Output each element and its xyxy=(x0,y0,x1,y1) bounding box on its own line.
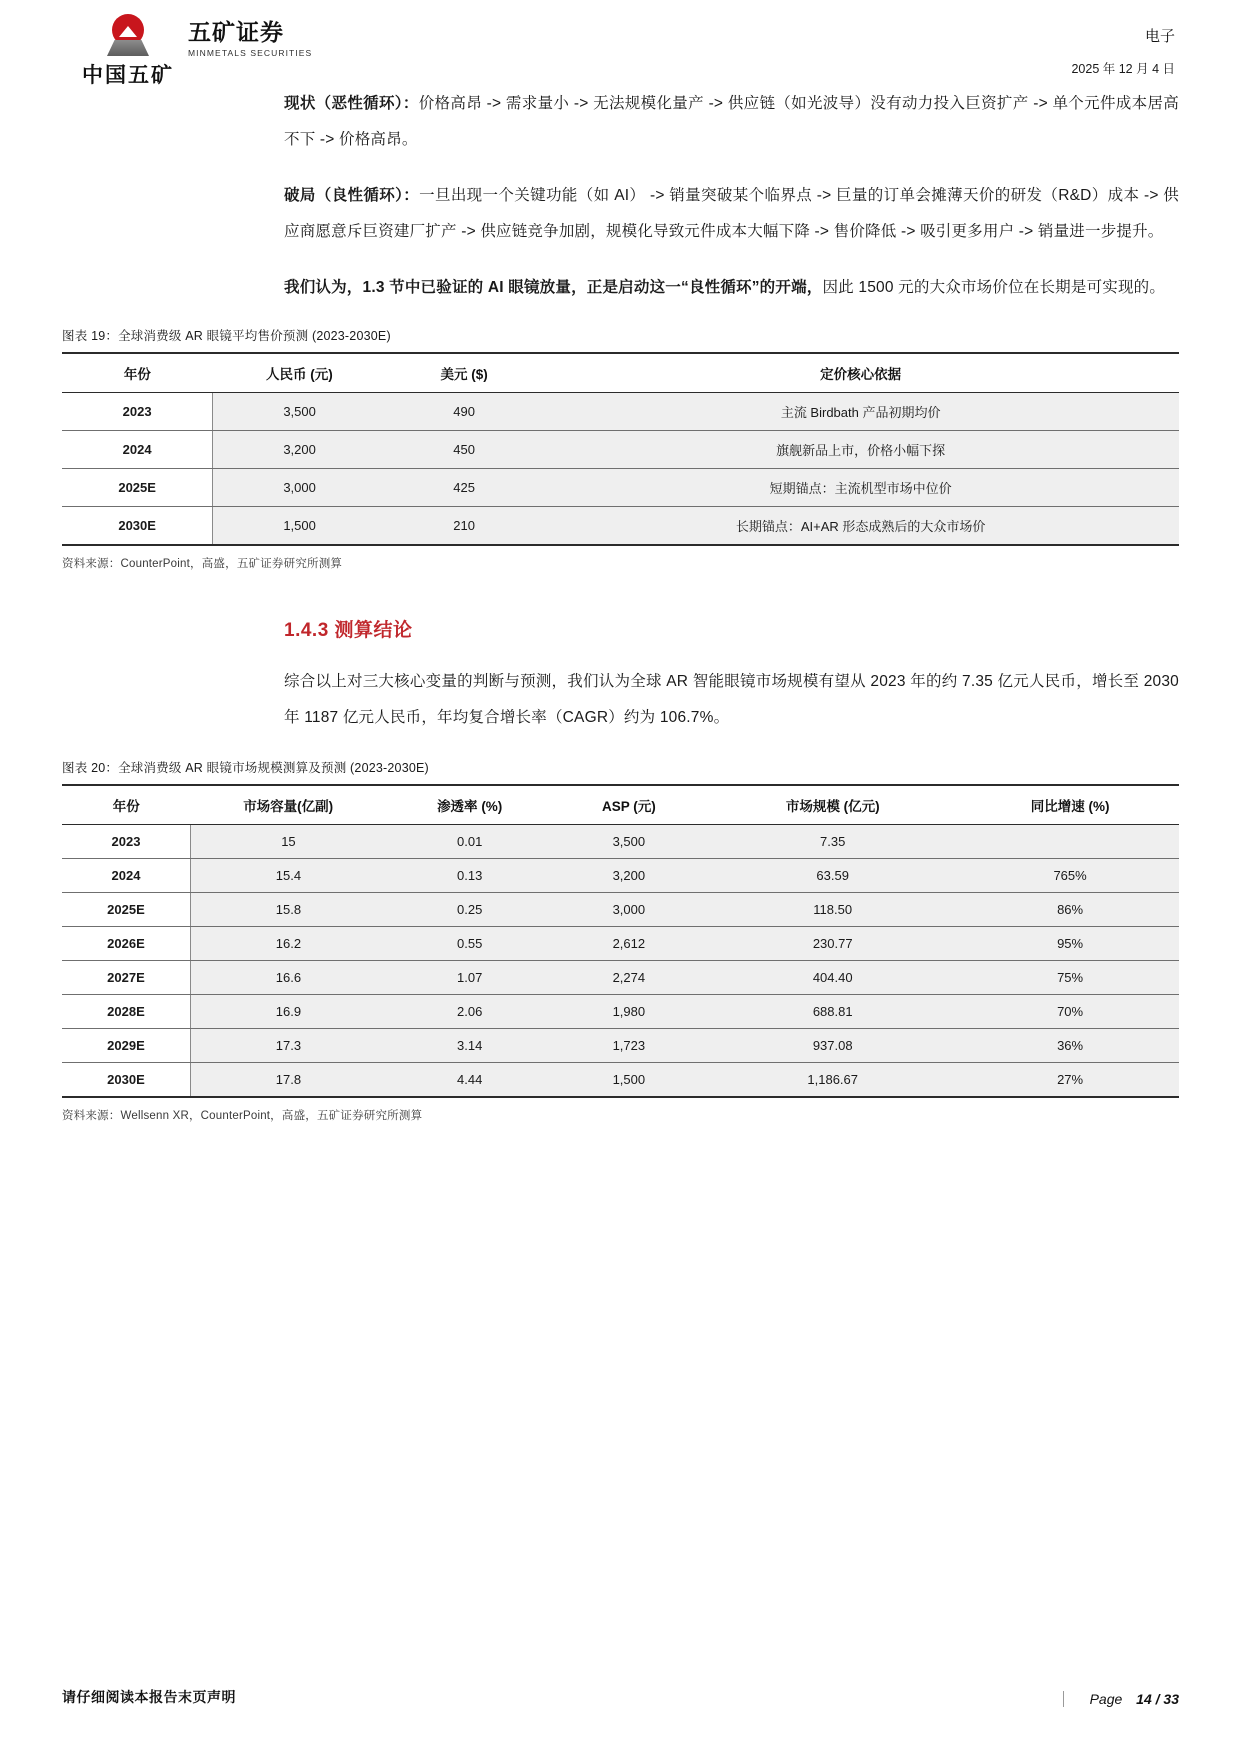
table-row xyxy=(62,859,1179,893)
cell-year: 2024 xyxy=(62,859,190,893)
cell-penetration: 0.55 xyxy=(386,927,554,961)
page-content xyxy=(62,86,1179,1123)
cell-asp: 3,000 xyxy=(553,893,704,927)
footer-pagination xyxy=(1063,1691,1179,1707)
section-heading-1-4-3 xyxy=(284,615,1179,642)
column-header: 渗透率 (%) xyxy=(386,785,554,825)
cell-market-size: 1,186.67 xyxy=(704,1063,961,1098)
table-row xyxy=(62,469,1179,507)
table-row xyxy=(62,507,1179,546)
cell-capacity: 15.8 xyxy=(190,893,385,927)
table-row xyxy=(62,995,1179,1029)
cell-asp: 1,980 xyxy=(553,995,704,1029)
cell-asp: 2,612 xyxy=(553,927,704,961)
cell-usd: 210 xyxy=(386,507,542,546)
exhibit-20-source: 资料来源：Wellsenn XR，CounterPoint，高盛，五矿证券研究所测算 xyxy=(62,1110,423,1122)
cell-rationale: 短期锚点：主流机型市场中位价 xyxy=(542,469,1179,507)
page-number: 14 / 33 xyxy=(1136,1691,1179,1707)
section-title: 测算结论 xyxy=(334,620,413,641)
column-header: ASP (元) xyxy=(553,785,704,825)
footer-disclaimer: 请仔细阅读本报告末页声明 xyxy=(62,1689,236,1705)
table-header-row xyxy=(62,785,1179,825)
table-row xyxy=(62,393,1179,431)
table-header-row xyxy=(62,353,1179,393)
paragraph-virtuous-cycle-body: 一旦出现一个关键功能（如 AI） -> 销量突破某个临界点 -> 巨量的订单会摊薄天价的研发（R&D）成本 -> 供应商愿意斥巨资建厂扩产 -> 供应链竞争加剧，规模化导致元件成本大幅下降 -> 售价降低 -> 吸引更多用户 -> 销量进一步提升。 xyxy=(284,187,1179,240)
cell-capacity: 16.9 xyxy=(190,995,385,1029)
cell-year: 2024 xyxy=(62,431,213,469)
cell-cny: 3,000 xyxy=(213,469,386,507)
cell-penetration: 4.44 xyxy=(386,1063,554,1098)
cell-yoy: 75% xyxy=(961,961,1179,995)
cell-yoy: 36% xyxy=(961,1029,1179,1063)
cell-capacity: 15 xyxy=(190,825,385,859)
cell-penetration: 2.06 xyxy=(386,995,554,1029)
cell-yoy: 70% xyxy=(961,995,1179,1029)
cell-market-size: 118.50 xyxy=(704,893,961,927)
cell-yoy: 95% xyxy=(961,927,1179,961)
cell-yoy: 765% xyxy=(961,859,1179,893)
emblem-icon xyxy=(105,14,151,58)
cell-penetration: 0.13 xyxy=(386,859,554,893)
cell-year: 2025E xyxy=(62,893,190,927)
paragraph-vicious-cycle-body: 价格高昂 -> 需求量小 -> 无法规模化量产 -> 供应链（如光波导）没有动力投入巨资扩产 -> 单个元件成本居高不下 -> 价格高昂。 xyxy=(284,95,1179,148)
paragraph-vicious-cycle xyxy=(284,86,1179,158)
cell-capacity: 16.6 xyxy=(190,961,385,995)
paragraph-virtuous-cycle xyxy=(284,178,1179,250)
brand-chinese-name: 中国五矿 xyxy=(82,64,174,87)
sector-label: 电子 xyxy=(1144,28,1175,45)
column-header: 市场容量(亿副) xyxy=(190,785,385,825)
cell-market-size: 688.81 xyxy=(704,995,961,1029)
report-date: 2025 年 12 月 4 日 xyxy=(1071,62,1175,76)
cell-market-size: 63.59 xyxy=(704,859,961,893)
cell-penetration: 3.14 xyxy=(386,1029,554,1063)
cell-year: 2029E xyxy=(62,1029,190,1063)
exhibit-20 xyxy=(62,758,1179,1123)
exhibit-20-body xyxy=(62,825,1179,1098)
cell-asp: 2,274 xyxy=(553,961,704,995)
paragraph-conclusion-emphasis: 我们认为，1.3 节中已验证的 AI 眼镜放量，正是启动这一“良性循环”的开端， xyxy=(284,279,823,296)
cell-year: 2023 xyxy=(62,825,190,859)
column-header: 市场规模 (亿元) xyxy=(704,785,961,825)
cell-yoy: 27% xyxy=(961,1063,1179,1098)
cell-penetration: 0.25 xyxy=(386,893,554,927)
cell-capacity: 15.4 xyxy=(190,859,385,893)
brand-logo xyxy=(62,14,312,89)
cell-capacity: 17.3 xyxy=(190,1029,385,1063)
cell-asp: 3,500 xyxy=(553,825,704,859)
exhibit-20-table xyxy=(62,784,1179,1098)
paragraph-virtuous-cycle-lead: 破局（良性循环）： xyxy=(284,187,420,204)
table-row xyxy=(62,1063,1179,1098)
paragraph-conclusion xyxy=(284,270,1179,306)
table-row xyxy=(62,1029,1179,1063)
cell-penetration: 0.01 xyxy=(386,825,554,859)
page-header xyxy=(0,0,1241,92)
paragraph-conclusion-rest: 因此 1500 元的大众市场价位在长期是可实现的。 xyxy=(822,279,1166,296)
exhibit-19-caption: 图表 19：全球消费级 AR 眼镜平均售价预测 (2023-2030E) xyxy=(62,329,391,343)
page-footer xyxy=(62,1687,1179,1707)
cell-usd: 450 xyxy=(386,431,542,469)
cell-market-size: 404.40 xyxy=(704,961,961,995)
exhibit-20-caption: 图表 20：全球消费级 AR 眼镜市场规模测算及预测 (2023-2030E) xyxy=(62,761,429,775)
cell-usd: 490 xyxy=(386,393,542,431)
cell-yoy: 86% xyxy=(961,893,1179,927)
cell-market-size: 7.35 xyxy=(704,825,961,859)
exhibit-19-table xyxy=(62,352,1179,546)
cell-rationale: 主流 Birdbath 产品初期均价 xyxy=(542,393,1179,431)
column-header: 同比增速 (%) xyxy=(961,785,1179,825)
intro-paragraphs xyxy=(284,86,1179,306)
table-row xyxy=(62,961,1179,995)
exhibit-19 xyxy=(62,326,1179,571)
exhibit-19-source: 资料来源：CounterPoint，高盛，五矿证券研究所测算 xyxy=(62,558,343,570)
cell-cny: 3,200 xyxy=(213,431,386,469)
cell-year: 2030E xyxy=(62,1063,190,1098)
column-header: 人民币 (元) xyxy=(213,353,386,393)
cell-cny: 3,500 xyxy=(213,393,386,431)
column-header: 定价核心依据 xyxy=(542,353,1179,393)
cell-yoy xyxy=(961,825,1179,859)
column-header: 美元 ($) xyxy=(386,353,542,393)
cell-penetration: 1.07 xyxy=(386,961,554,995)
cell-year: 2027E xyxy=(62,961,190,995)
cell-usd: 425 xyxy=(386,469,542,507)
header-meta xyxy=(1071,14,1179,77)
minmetals-emblem xyxy=(82,14,174,89)
column-header: 年份 xyxy=(62,353,213,393)
cell-asp: 1,500 xyxy=(553,1063,704,1098)
cell-market-size: 937.08 xyxy=(704,1029,961,1063)
paragraph-vicious-cycle-lead: 现状（恶性循环）： xyxy=(284,95,419,112)
cell-year: 2025E xyxy=(62,469,213,507)
brand-subtitle: MINMETALS SECURITIES xyxy=(188,48,313,59)
cell-asp: 1,723 xyxy=(553,1029,704,1063)
table-row xyxy=(62,893,1179,927)
cell-year: 2026E xyxy=(62,927,190,961)
cell-market-size: 230.77 xyxy=(704,927,961,961)
conclusion-paragraph-block xyxy=(284,664,1179,736)
page-label: Page xyxy=(1089,1691,1123,1707)
cell-year: 2023 xyxy=(62,393,213,431)
cell-year: 2030E xyxy=(62,507,213,546)
cell-rationale: 旗舰新品上市，价格小幅下探 xyxy=(542,431,1179,469)
cell-asp: 3,200 xyxy=(553,859,704,893)
cell-cny: 1,500 xyxy=(213,507,386,546)
brand-wordmark xyxy=(188,14,312,58)
brand-title: 五矿证券 xyxy=(188,19,284,45)
cell-rationale: 长期锚点：AI+AR 形态成熟后的大众市场价 xyxy=(542,507,1179,546)
column-header: 年份 xyxy=(62,785,190,825)
cell-year: 2028E xyxy=(62,995,190,1029)
cell-capacity: 17.8 xyxy=(190,1063,385,1098)
paragraph-market-size: 综合以上对三大核心变量的判断与预测，我们认为全球 AR 智能眼镜市场规模有望从 2023 年的约 7.35 亿元人民币，增长至 2030 年 1187 亿元人民币，年均复合增长率（CAGR）约为 106.7%。 xyxy=(284,673,1179,726)
cell-capacity: 16.2 xyxy=(190,927,385,961)
table-row xyxy=(62,927,1179,961)
table-row xyxy=(62,431,1179,469)
table-row xyxy=(62,825,1179,859)
section-number: 1.4.3 xyxy=(284,620,329,641)
